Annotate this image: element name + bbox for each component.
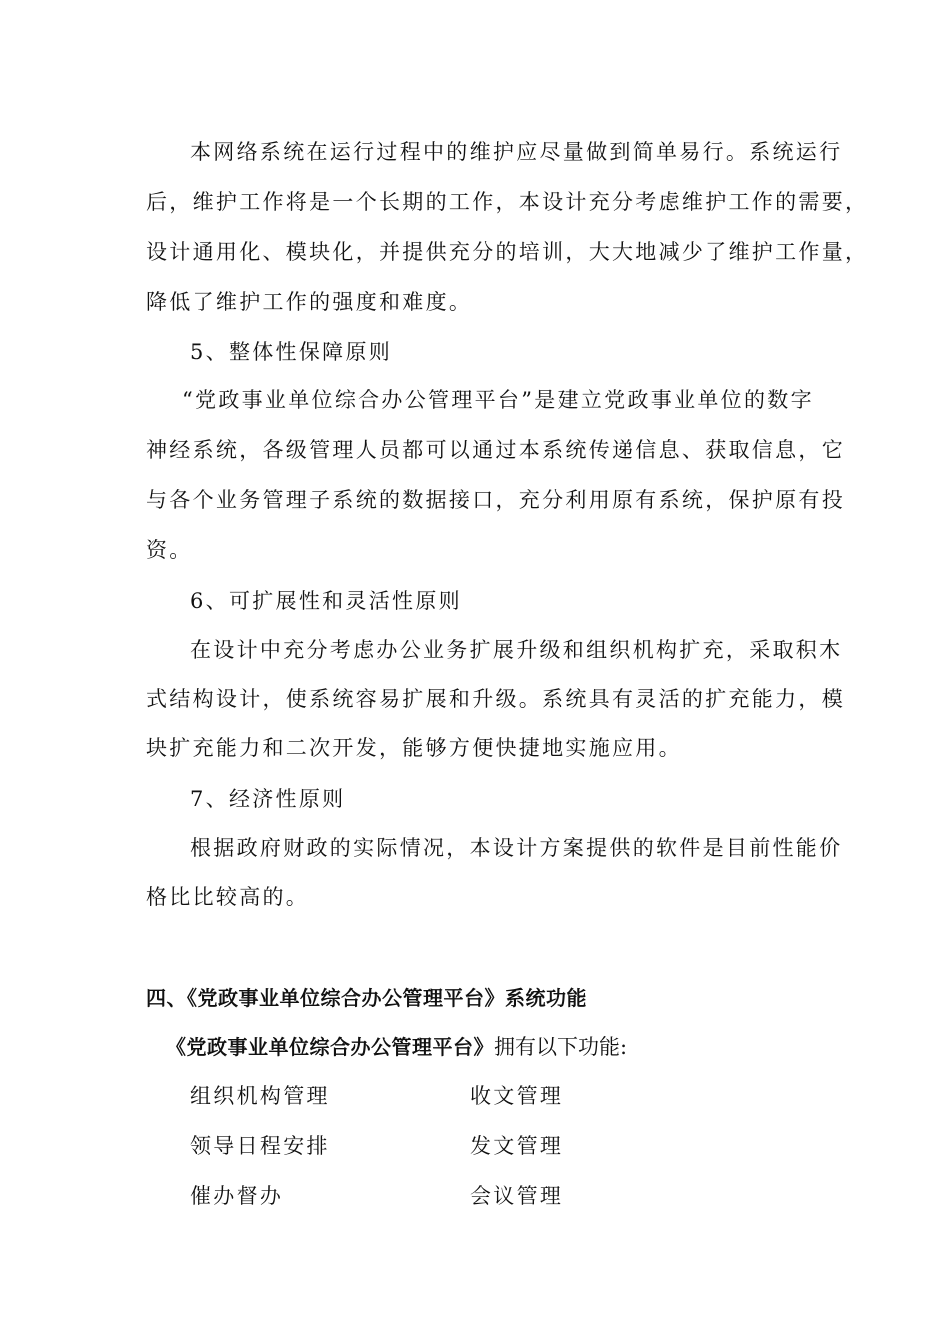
paragraph-line: 后，维护工作将是一个长期的工作，本设计充分考虑维护工作的需要， <box>146 190 869 214</box>
section-title: 5、整体性保障原则 <box>190 340 393 364</box>
function-item: 发文管理 <box>470 1134 564 1158</box>
section-title: 7、经济性原则 <box>190 787 346 811</box>
function-item: 会议管理 <box>470 1184 564 1208</box>
paragraph-line: 与各个业务管理子系统的数据接口，充分利用原有系统，保护原有投 <box>146 488 845 512</box>
paragraph-line: 块扩充能力和二次开发，能够方便快捷地实施应用。 <box>146 736 682 760</box>
function-item: 领导日程安排 <box>190 1134 330 1158</box>
paragraph-line: 格比比较高的。 <box>146 885 310 909</box>
function-item: 收文管理 <box>470 1084 564 1108</box>
paragraph-line: 本网络系统在运行过程中的维护应尽量做到简单易行。系统运行 <box>190 140 843 164</box>
platform-name: 《党政事业单位综合办公管理平台》 <box>166 1035 494 1059</box>
paragraph-line: “党政事业单位综合办公管理平台”是建立党政事业单位的数字 <box>182 388 814 412</box>
paragraph-line: 在设计中充分考虑办公业务扩展升级和组织机构扩充，采取积木 <box>190 638 843 662</box>
paragraph-line: 根据政府财政的实际情况，本设计方案提供的软件是目前性能价 <box>190 836 843 860</box>
function-item: 组织机构管理 <box>190 1084 330 1108</box>
paragraph-line: 降低了维护工作的强度和难度。 <box>146 290 473 314</box>
intro-text: 拥有以下功能: <box>494 1035 628 1059</box>
paragraph-line: 式结构设计，使系统容易扩展和升级。系统具有灵活的扩充能力，模 <box>146 687 845 711</box>
paragraph-line: 设计通用化、模块化，并提供充分的培训，大大地减少了维护工作量， <box>146 240 869 264</box>
paragraph-line: 神经系统，各级管理人员都可以通过本系统传递信息、获取信息，它 <box>146 438 845 462</box>
chapter-heading: 四、《党政事业单位综合办公管理平台》系统功能 <box>146 986 587 1010</box>
functions-intro <box>166 1032 627 1062</box>
paragraph-line: 资。 <box>146 538 193 562</box>
function-item: 催办督办 <box>190 1184 284 1208</box>
section-title: 6、可扩展性和灵活性原则 <box>190 589 462 613</box>
